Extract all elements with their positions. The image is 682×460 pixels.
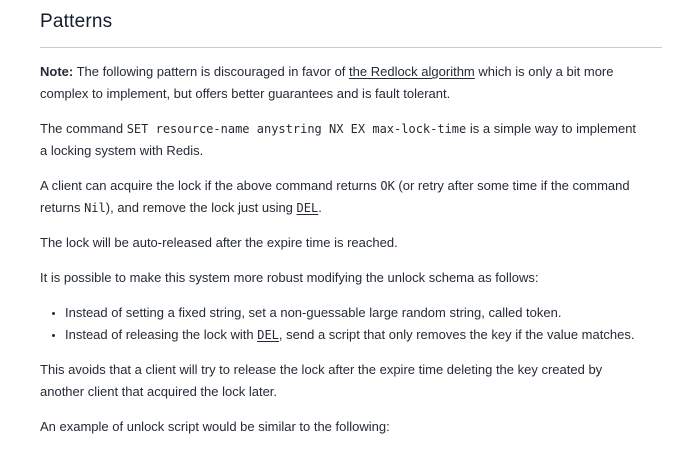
note-text-after-link: which is only a bit more complex to implement, but offers better guarantees and is fault tolerant.: [40, 64, 614, 101]
note-text-before-link: The following pattern is discouraged in favor of: [73, 64, 350, 79]
ok-reply-code: OK: [380, 179, 395, 193]
bullet2-text-after-link: , send a script that only removes the key if the value matches.: [278, 327, 635, 342]
nil-reply-code: Nil: [84, 201, 106, 215]
acquire-text-1: A client can acquire the lock if the above command returns: [40, 178, 381, 193]
set-command-paragraph: [40, 118, 640, 162]
list-item: • Instead of setting a fixed string, set a non-guessable large random string, called token.: [65, 302, 657, 324]
del-command-link[interactable]: [297, 200, 319, 215]
del-command-code: DEL: [296, 201, 319, 215]
autorelease-paragraph: The lock will be auto-released after the expire time is reached.: [40, 235, 398, 250]
acquire-lock-paragraph: [40, 175, 640, 219]
note-paragraph: [40, 61, 640, 105]
page-title: Patterns: [40, 11, 113, 32]
del-command-link[interactable]: [257, 327, 279, 342]
note-label: Note:: [40, 64, 74, 79]
bullet2-text-before-link: Instead of releasing the lock with: [65, 327, 258, 342]
acquire-text-2: (or retry after some time if the command returns: [40, 178, 630, 215]
set-command-code: SET resource-name anystring NX EX max-lock-time: [126, 122, 467, 136]
robust-paragraph: It is possible to make this system more robust modifying the unlock schema as follows:: [40, 270, 539, 285]
acquire-text-4: .: [318, 200, 322, 215]
del-command-code: DEL: [257, 328, 279, 342]
redlock-algorithm-link[interactable]: the Redlock algorithm: [349, 64, 475, 79]
unlock-schema-list: [40, 302, 657, 346]
example-paragraph: An example of unlock script would be similar to the following:: [40, 419, 390, 434]
acquire-text-3: ), and remove the lock just using: [105, 200, 297, 215]
set-text-after-code: is a simple way to implement a locking system with Redis.: [40, 121, 637, 158]
avoids-paragraph: This avoids that a client will try to release the lock after the expire time deleting the key created by another client that acquired the lock later.: [40, 362, 603, 399]
heading-divider: [40, 47, 662, 48]
set-text-before-code: The command: [40, 121, 127, 136]
list-item: [65, 324, 657, 346]
